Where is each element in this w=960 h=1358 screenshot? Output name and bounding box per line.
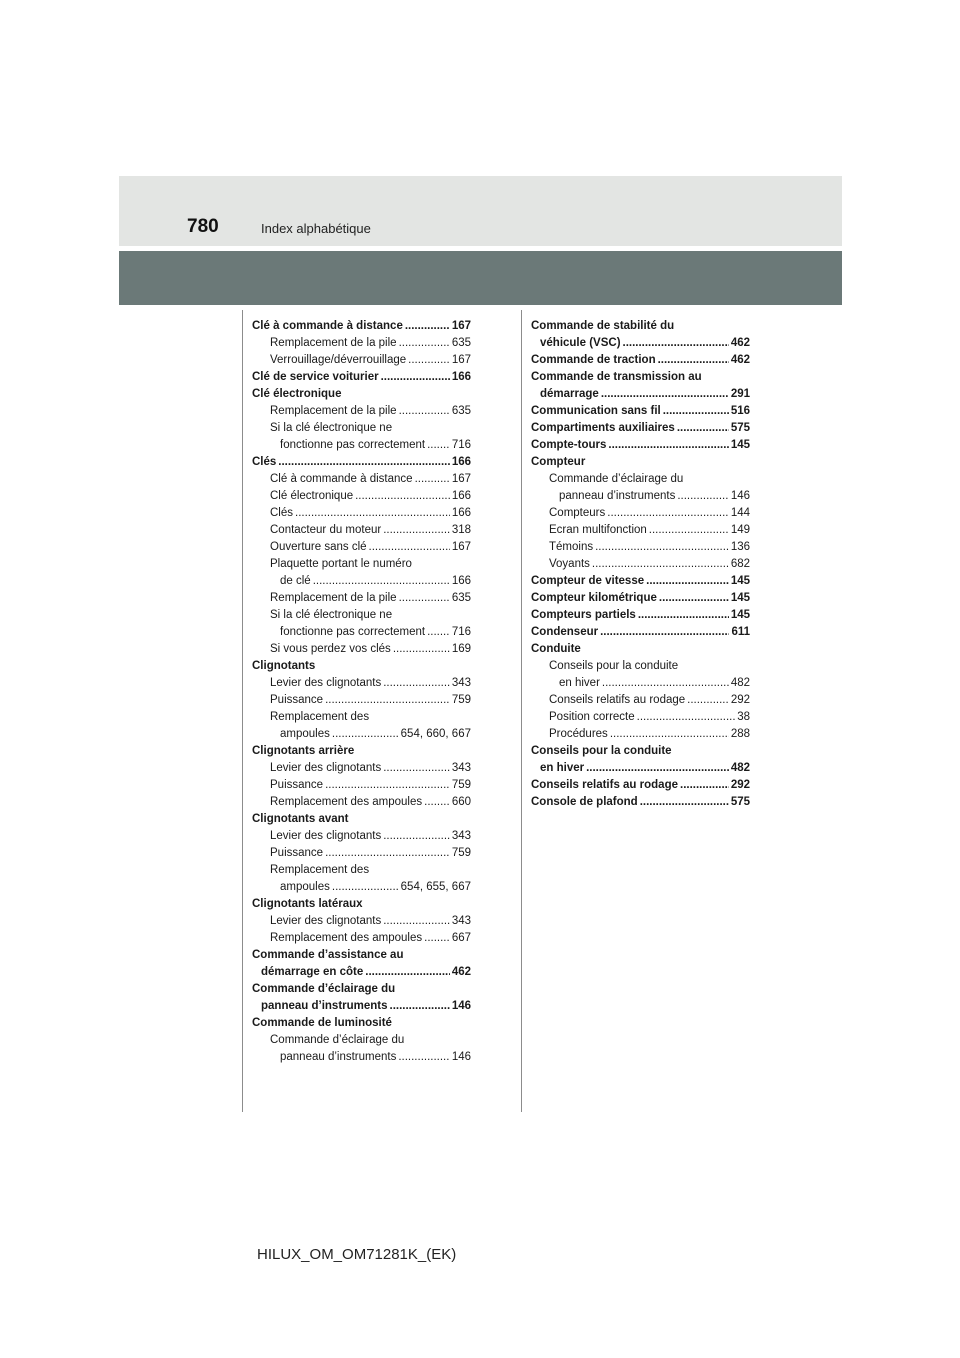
index-entry-text: Conseils pour la conduite [549, 660, 679, 672]
index-entry [252, 318, 471, 335]
index-entry-text: Levier des clignotants [270, 915, 382, 927]
index-entry [531, 573, 750, 590]
dot-leader [415, 471, 450, 488]
section-title: Index alphabétique [261, 221, 371, 236]
index-entry-page: 716 [451, 439, 471, 451]
index-entry-text: Clés [252, 456, 277, 468]
index-entry-page: 635 [451, 337, 471, 349]
index-entry [252, 726, 471, 743]
index-entry [531, 488, 750, 505]
index-entry [531, 743, 750, 760]
index-entry-page: 167 [451, 354, 471, 366]
index-entry-text: Clé à commande à distance [270, 473, 413, 485]
index-entry [252, 539, 471, 556]
index-entry-text: Verrouillage/déverrouillage [270, 354, 407, 366]
index-entry [531, 403, 750, 420]
index-entry-text: Clignotants latéraux [252, 898, 363, 910]
index-entry [531, 692, 750, 709]
index-entry [252, 913, 471, 930]
index-entry [252, 811, 471, 828]
index-entry-text: démarrage en côte [261, 966, 364, 978]
index-entry-page: 611 [731, 626, 750, 638]
index-entry [252, 658, 471, 675]
index-entry [531, 658, 750, 675]
index-entry-page: 166 [451, 490, 471, 502]
dot-leader [680, 777, 729, 794]
index-entry-page: 166 [451, 371, 471, 383]
index-entry-page: 575 [730, 422, 750, 434]
index-entry-text: Conduite [531, 643, 581, 655]
column-divider-right [521, 310, 522, 1112]
index-entry-text: fonctionne pas correctement [280, 626, 426, 638]
index-entry [252, 352, 471, 369]
index-entry-page: 654, 660, 667 [400, 728, 471, 740]
index-entry-text: Témoins [549, 541, 594, 553]
index-entry [531, 471, 750, 488]
index-entry-page: 145 [730, 592, 750, 604]
index-entry-page: 343 [451, 677, 471, 689]
index-entry [531, 522, 750, 539]
index-entry [531, 556, 750, 573]
index-entry [252, 522, 471, 539]
index-entry-page: 167 [451, 473, 471, 485]
index-entry-text: Commande de traction [531, 354, 656, 366]
index-entry-text: de clé [280, 575, 311, 587]
index-entry [531, 505, 750, 522]
index-entry [252, 607, 471, 624]
index-entry-text: Si la clé électronique ne [270, 609, 393, 621]
index-entry-text: Ecran multifonction [549, 524, 647, 536]
dot-leader [586, 760, 729, 777]
dot-leader [383, 760, 450, 777]
index-entry-page: 146 [730, 490, 750, 502]
index-entry [252, 488, 471, 505]
index-entry-text: Commande de luminosité [252, 1017, 392, 1029]
index-entry-text: démarrage [540, 388, 599, 400]
index-entry [252, 624, 471, 641]
index-entry-text: Remplacement de la pile [270, 337, 397, 349]
index-entry-text: Remplacement de la pile [270, 405, 397, 417]
dot-leader [390, 998, 450, 1015]
index-entry [531, 726, 750, 743]
index-entry-text: Commande d’assistance au [252, 949, 404, 961]
index-entry [252, 573, 471, 590]
index-entry-text: Console de plafond [531, 796, 638, 808]
index-entry-text: Compartiments auxiliaires [531, 422, 675, 434]
index-entry-text: Compteurs [549, 507, 606, 519]
index-entry [252, 743, 471, 760]
index-entry-text: Puissance [270, 847, 324, 859]
dot-leader [399, 403, 450, 420]
index-entry-page: 343 [451, 830, 471, 842]
index-entry-page: 292 [730, 694, 750, 706]
page-number: 780 [187, 216, 219, 237]
dot-leader [332, 726, 399, 743]
index-entry [252, 369, 471, 386]
index-entry-text: Remplacement des ampoules [270, 796, 423, 808]
index-entry [252, 930, 471, 947]
index-entry [252, 590, 471, 607]
index-entry-text: Clés [270, 507, 294, 519]
index-entry-text: véhicule (VSC) [540, 337, 621, 349]
index-entry-text: Puissance [270, 694, 324, 706]
index-entry-text: Levier des clignotants [270, 677, 382, 689]
index-entry [531, 352, 750, 369]
index-entry-page: 759 [451, 779, 471, 791]
index-entry-page: 145 [730, 439, 750, 451]
index-entry-text: Commande d’éclairage du [252, 983, 396, 995]
dot-leader [355, 488, 450, 505]
index-entry [252, 862, 471, 879]
dot-leader [638, 607, 729, 624]
dot-leader [332, 879, 399, 896]
index-entry [252, 845, 471, 862]
index-entry [531, 590, 750, 607]
index-entry-text: Contacteur du moteur [270, 524, 382, 536]
index-entry-text: Clé de service voiturier [252, 371, 379, 383]
index-entry-page: 343 [451, 915, 471, 927]
index-column-right [531, 318, 750, 811]
index-entry-text: Compteur kilométrique [531, 592, 657, 604]
index-entry-text: Compteur [531, 456, 586, 468]
dot-leader [646, 573, 729, 590]
index-entry [531, 386, 750, 403]
dot-leader [325, 845, 450, 862]
index-entry [252, 1032, 471, 1049]
index-entry-text: Commande d’éclairage du [270, 1034, 405, 1046]
index-entry [252, 556, 471, 573]
index-entry [531, 318, 750, 335]
index-entry [252, 947, 471, 964]
index-entry-page: 166 [451, 575, 471, 587]
dot-leader [663, 403, 729, 420]
dot-leader [637, 709, 736, 726]
index-entry-page: 482 [730, 677, 750, 689]
index-entry-text: panneau d’instruments [280, 1051, 397, 1063]
index-entry [252, 505, 471, 522]
index-entry [252, 1049, 471, 1066]
index-entry-text: Si vous perdez vos clés [270, 643, 391, 655]
index-entry-page: 462 [730, 354, 750, 366]
index-entry-page: 482 [730, 762, 750, 774]
index-entry-page: 516 [730, 405, 750, 417]
index-entry-text: ampoules [280, 881, 330, 893]
dot-leader [602, 675, 729, 692]
dot-leader [658, 352, 729, 369]
index-entry-text: Conseils relatifs au rodage [531, 779, 678, 791]
index-entry [252, 692, 471, 709]
index-entry-text: Remplacement des ampoules [270, 932, 423, 944]
dot-leader [398, 1049, 449, 1066]
index-entry-page: 146 [451, 1000, 471, 1012]
index-entry-page: 462 [451, 966, 471, 978]
index-entry-page: 343 [451, 762, 471, 774]
index-entry [252, 760, 471, 777]
document-code: HILUX_OM_OM71281K_(EK) [257, 1246, 457, 1263]
dot-leader [369, 539, 450, 556]
dot-leader [295, 505, 450, 522]
dot-leader [405, 318, 450, 335]
index-entry-page: 144 [730, 507, 750, 519]
index-entry-page: 759 [451, 847, 471, 859]
index-entry-page: 759 [451, 694, 471, 706]
index-entry [252, 471, 471, 488]
dot-leader [325, 692, 450, 709]
index-entry [252, 403, 471, 420]
dot-leader [601, 386, 729, 403]
dot-leader [278, 454, 450, 471]
index-entry-text: Clignotants arrière [252, 745, 355, 757]
index-entry-text: Puissance [270, 779, 324, 791]
dot-leader [592, 556, 729, 573]
index-entry-page: 292 [730, 779, 750, 791]
index-entry-page: 635 [451, 592, 471, 604]
index-entry [531, 777, 750, 794]
index-entry-page: 167 [451, 320, 471, 332]
index-entry [531, 420, 750, 437]
index-entry-text: fonctionne pas correctement [280, 439, 426, 451]
index-entry-page: 288 [730, 728, 750, 740]
dot-leader [381, 369, 450, 386]
index-entry [252, 675, 471, 692]
index-entry-text: Remplacement des [270, 711, 370, 723]
dot-leader [408, 352, 450, 369]
dot-leader [610, 726, 729, 743]
index-entry-page: 166 [451, 456, 471, 468]
index-entry [531, 335, 750, 352]
index-entry-text: panneau d’instruments [261, 1000, 388, 1012]
dot-leader [595, 539, 729, 556]
dot-leader [313, 573, 450, 590]
dot-leader [424, 794, 450, 811]
index-entry-text: Compte-tours [531, 439, 607, 451]
index-entry [531, 437, 750, 454]
dot-leader [383, 675, 450, 692]
index-entry [252, 981, 471, 998]
index-entry [252, 998, 471, 1015]
index-entry-text: Voyants [549, 558, 590, 570]
header-band [119, 176, 842, 246]
index-entry [531, 607, 750, 624]
index-column-left [252, 318, 471, 1066]
index-entry [252, 420, 471, 437]
index-entry-text: Ouverture sans clé [270, 541, 367, 553]
dot-leader [677, 420, 729, 437]
index-entry-text: Commande de stabilité du [531, 320, 675, 332]
index-entry-text: Clignotants [252, 660, 316, 672]
index-entry-text: en hiver [540, 762, 585, 774]
dot-leader [424, 930, 450, 947]
index-entry-text: Procédures [549, 728, 608, 740]
index-entry-text: Si la clé électronique ne [270, 422, 393, 434]
index-entry-text: Condenseur [531, 626, 599, 638]
index-entry [252, 641, 471, 658]
index-entry-text: Communication sans fil [531, 405, 661, 417]
index-entry-page: 166 [451, 507, 471, 519]
index-entry-text: Clé électronique [270, 490, 354, 502]
index-entry-page: 167 [451, 541, 471, 553]
index-entry-text: Plaquette portant le numéro [270, 558, 412, 570]
index-entry-page: 667 [451, 932, 471, 944]
index-entry [252, 1015, 471, 1032]
index-entry-text: Remplacement des [270, 864, 370, 876]
index-entry [252, 386, 471, 403]
dot-leader [393, 641, 450, 658]
index-entry [252, 879, 471, 896]
dot-leader [640, 794, 729, 811]
index-entry [252, 964, 471, 981]
dot-leader [383, 913, 450, 930]
index-entry-page: 318 [451, 524, 471, 536]
index-entry-page: 291 [730, 388, 750, 400]
index-entry [252, 454, 471, 471]
index-entry-text: Commande d’éclairage du [549, 473, 684, 485]
index-entry-page: 575 [730, 796, 750, 808]
index-entry-page: 145 [730, 575, 750, 587]
index-entry-text: Clé à commande à distance [252, 320, 403, 332]
index-entry-page: 716 [451, 626, 471, 638]
index-entry [531, 641, 750, 658]
index-entry-text: en hiver [559, 677, 600, 689]
dot-leader [399, 335, 450, 352]
index-entry-text: ampoules [280, 728, 330, 740]
index-entry-page: 38 [737, 711, 750, 723]
index-entry [531, 539, 750, 556]
dot-leader [623, 335, 729, 352]
index-entry [252, 794, 471, 811]
index-entry [531, 794, 750, 811]
index-entry [252, 709, 471, 726]
dot-leader [677, 488, 728, 505]
dot-leader [365, 964, 450, 981]
dot-leader [687, 692, 729, 709]
index-entry [252, 437, 471, 454]
index-entry-text: Compteur de vitesse [531, 575, 645, 587]
dot-leader [399, 590, 450, 607]
index-entry-page: 682 [730, 558, 750, 570]
dot-leader [649, 522, 729, 539]
index-entry-page: 654, 655, 667 [400, 881, 471, 893]
column-divider-left [242, 310, 243, 1112]
index-entry-text: Conseils relatifs au rodage [549, 694, 686, 706]
index-entry-text: panneau d’instruments [559, 490, 676, 502]
index-entry [531, 369, 750, 386]
index-entry-page: 149 [730, 524, 750, 536]
index-entry-text: Clignotants avant [252, 813, 349, 825]
index-entry [252, 777, 471, 794]
index-entry-page: 146 [451, 1051, 471, 1063]
index-entry [531, 454, 750, 471]
dot-leader [659, 590, 729, 607]
index-entry-text: Compteurs partiels [531, 609, 636, 621]
index-entry [531, 760, 750, 777]
index-entry-page: 462 [730, 337, 750, 349]
index-entry-page: 635 [451, 405, 471, 417]
index-entry-text: Levier des clignotants [270, 762, 382, 774]
dot-leader [383, 828, 450, 845]
index-entry-text: Levier des clignotants [270, 830, 382, 842]
index-entry-page: 145 [730, 609, 750, 621]
dot-leader [607, 505, 729, 522]
index-entry-text: Conseils pour la conduite [531, 745, 672, 757]
dot-leader [427, 437, 450, 454]
index-entry [252, 828, 471, 845]
dot-leader [325, 777, 450, 794]
index-entry-page: 169 [451, 643, 471, 655]
dot-leader [383, 522, 450, 539]
index-entry-text: Commande de transmission au [531, 371, 702, 383]
index-entry [531, 624, 750, 641]
dot-leader [608, 437, 728, 454]
index-entry-page: 660 [451, 796, 471, 808]
index-entry [531, 675, 750, 692]
index-entry-text: Clé électronique [252, 388, 342, 400]
index-entry-text: Remplacement de la pile [270, 592, 397, 604]
section-banner [119, 251, 842, 305]
index-entry-text: Position correcte [549, 711, 635, 723]
index-entry [531, 709, 750, 726]
dot-leader [600, 624, 729, 641]
dot-leader [427, 624, 450, 641]
index-entry-page: 136 [730, 541, 750, 553]
index-entry [252, 335, 471, 352]
index-entry [252, 896, 471, 913]
